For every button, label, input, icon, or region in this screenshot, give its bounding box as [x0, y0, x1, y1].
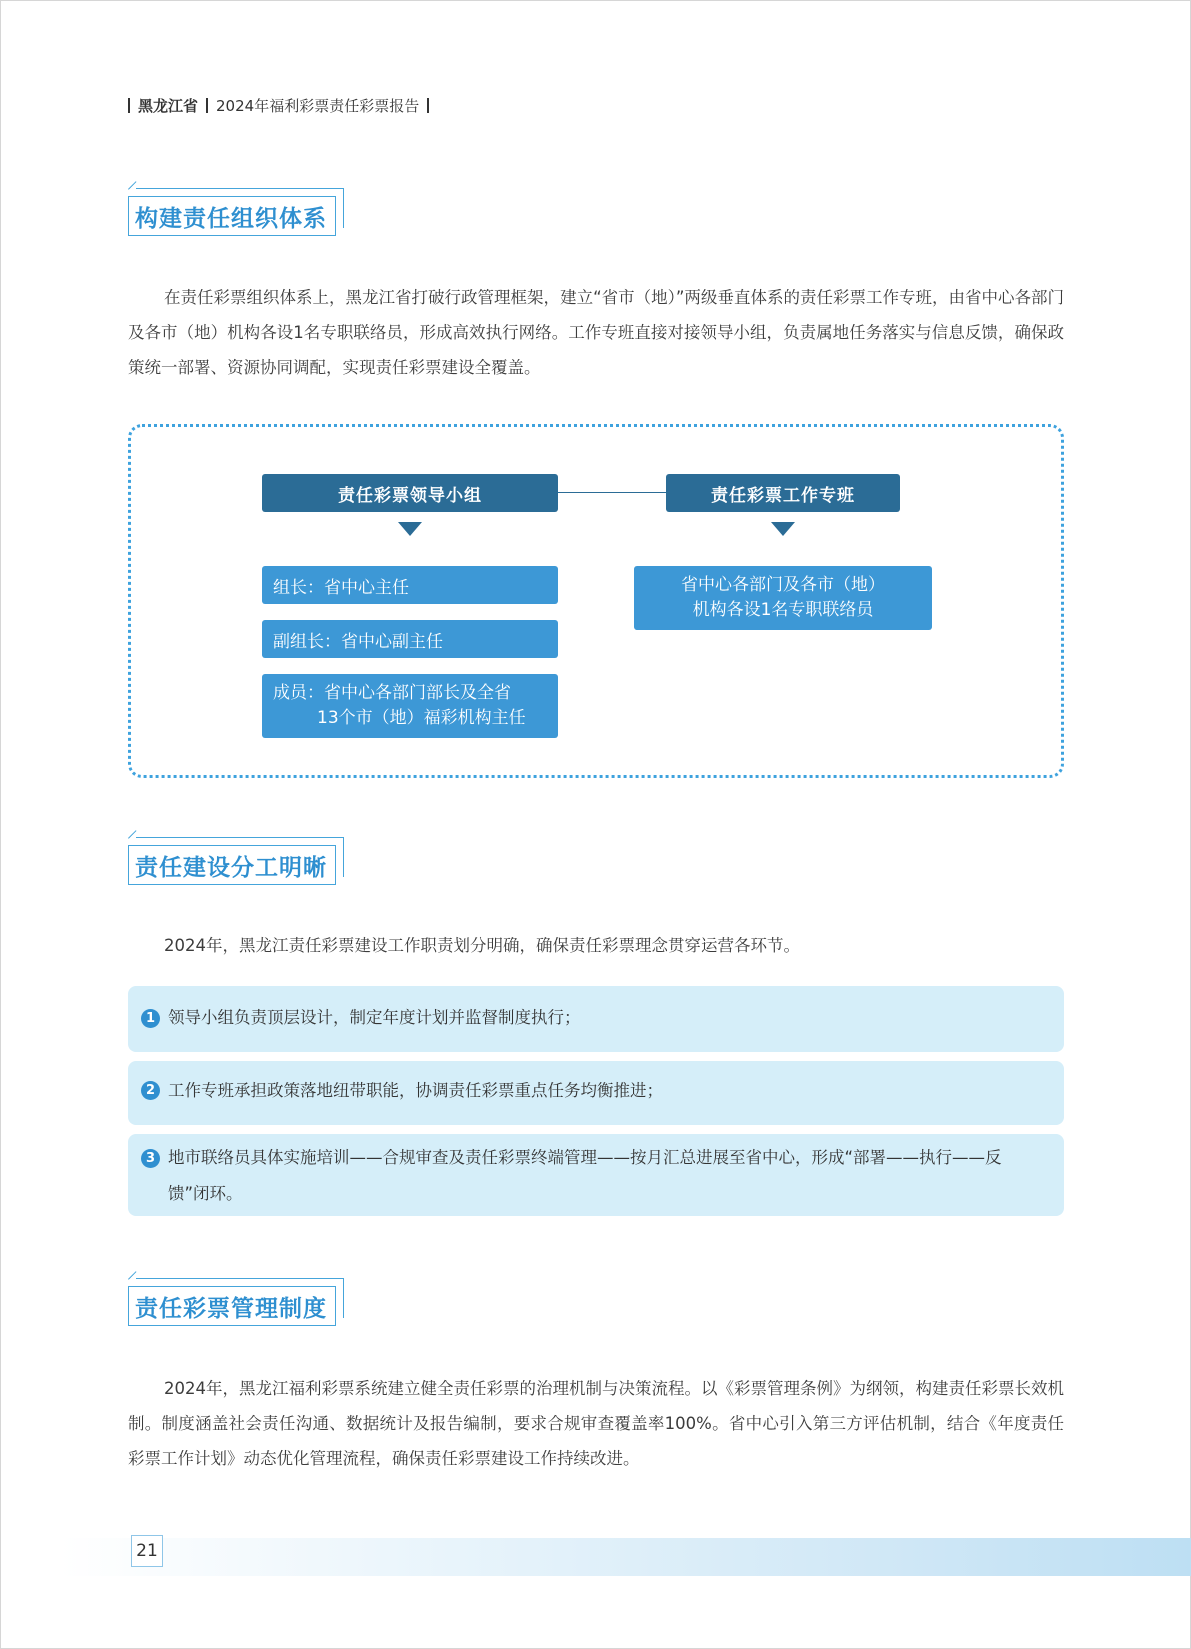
- footer-gradient-band: [60, 1538, 1191, 1576]
- list-item: [128, 986, 1064, 1052]
- section-title-text: 责任建设分工明晰: [135, 854, 327, 881]
- section1-paragraph-text: 在责任彩票组织体系上，黑龙江省打破行政管理框架，建立“省市（地）”两级垂直体系的责任彩票工作专班，由省中心各部门及各市（地）机构各设1名专职联络员，形成高效执行网络。工作专班直接对接领导小组，负责属地任务落实与信息反馈，确保政策统一部署、资源协同调配，实现责任彩票建设全覆盖。: [128, 288, 1064, 377]
- org-item-liaison-line2: 机构各设1名专职联络员: [692, 600, 874, 620]
- arrow-down-icon: [771, 522, 795, 536]
- running-header: [128, 93, 437, 117]
- list-item-text: 地市联络员具体实施培训——合规审查及责任彩票终端管理——按月汇总进展至省中心，形成“部署——执行——反馈”闭环。: [168, 1148, 1002, 1203]
- header-divider: [427, 98, 429, 113]
- header-divider: [206, 98, 208, 113]
- org-item-liaison-line1: 省中心各部门及各市（地）: [681, 575, 885, 595]
- section-title-organization: [128, 196, 336, 236]
- arrow-down-icon: [398, 522, 422, 536]
- title-box: [128, 196, 336, 236]
- number-2-icon: 2: [141, 1081, 160, 1100]
- org-head-working-group: 责任彩票工作专班: [666, 474, 900, 512]
- org-item-deputy: [262, 620, 558, 658]
- section-title-management: [128, 1286, 336, 1326]
- section1-paragraph: [128, 280, 1064, 385]
- org-item-deputy-text: 副组长：省中心副主任: [273, 631, 443, 652]
- org-connector-line: [558, 492, 666, 493]
- org-item-members-line1: 成员：省中心各部门部长及全省: [273, 683, 511, 703]
- section-title-text: 责任彩票管理制度: [135, 1295, 327, 1322]
- title-box: [128, 1286, 336, 1326]
- section2-paragraph-text: 2024年，黑龙江责任彩票建设工作职责划分明确，确保责任彩票理念贯穿运营各环节。: [164, 936, 800, 955]
- list-item: [128, 1061, 1064, 1125]
- list-item-text: 领导小组负责顶层设计，制定年度计划并监督制度执行；: [168, 1008, 581, 1027]
- header-report-title: 2024年福利彩票责任彩票报告: [216, 96, 420, 115]
- page-number: 21: [131, 1535, 163, 1567]
- header-divider: [128, 98, 130, 113]
- section-title-text: 构建责任组织体系: [135, 205, 327, 232]
- title-box: [128, 845, 336, 885]
- section2-paragraph: [128, 928, 1064, 963]
- section3-paragraph-text: 2024年，黑龙江福利彩票系统建立健全责任彩票的治理机制与决策流程。以《彩票管理条例》为纲领，构建责任彩票长效机制。制度涵盖社会责任沟通、数据统计及报告编制，要求合规审查覆盖率100%。省中心引入第三方评估机制，结合《年度责任彩票工作计划》动态优化管理流程，确保责任彩票建设工作持续改进。: [128, 1379, 1064, 1468]
- list-item-text: 工作专班承担政策落地纽带职能，协调责任彩票重点任务均衡推进；: [168, 1081, 663, 1100]
- org-item-liaison: [634, 566, 932, 630]
- section-title-responsibility: [128, 845, 336, 885]
- section3-paragraph: [128, 1371, 1064, 1476]
- org-item-members: [262, 674, 558, 738]
- org-item-leader-text: 组长：省中心主任: [273, 577, 409, 598]
- header-region: 黑龙江省: [138, 96, 199, 115]
- org-head-leadership-group: 责任彩票领导小组: [262, 474, 558, 512]
- org-item-leader: [262, 566, 558, 604]
- number-1-icon: 1: [141, 1009, 160, 1028]
- org-item-members-line2: 13个市（地）福彩机构主任: [317, 708, 526, 728]
- list-item: [128, 1134, 1064, 1216]
- number-3-icon: 3: [141, 1149, 160, 1168]
